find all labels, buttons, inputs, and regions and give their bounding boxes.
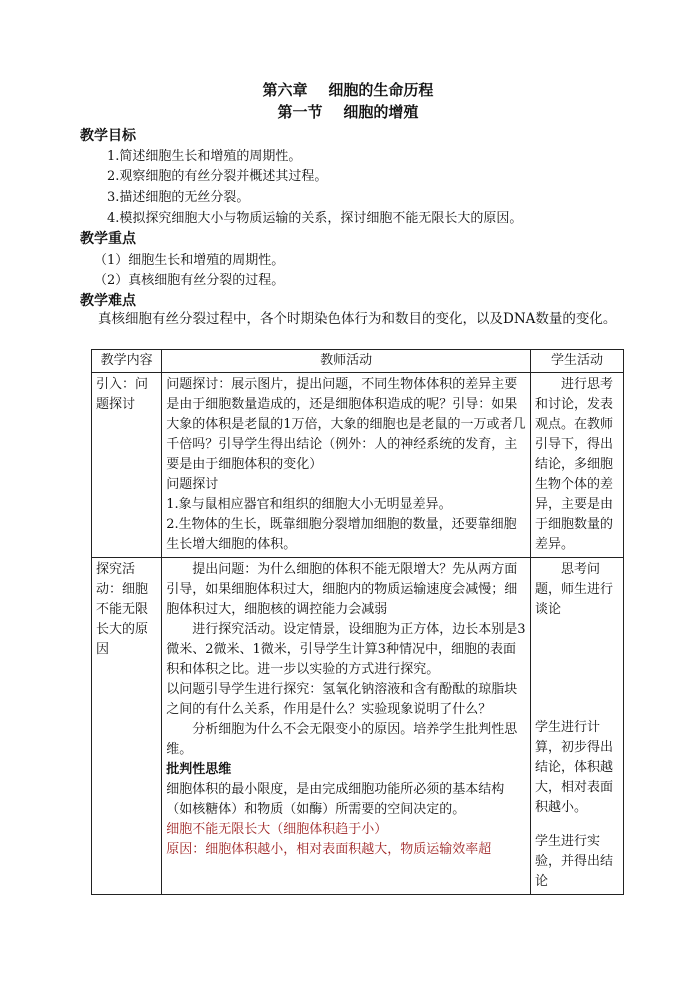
- section-title: 第一节 细胞的增殖: [277, 103, 419, 121]
- teacher-text: 2.生物体的生长，既靠细胞分裂增加细胞的数量，还要靠细胞生长增大细胞的体积。: [166, 517, 517, 552]
- content-cell: [92, 373, 162, 558]
- conclusion-text: 细胞不能无限长大（细胞体积趋于小）: [166, 822, 388, 837]
- chapter-title: 第六章 细胞的生命历程: [262, 81, 434, 99]
- teacher-cell: [162, 373, 531, 558]
- student-text: 学生进行计算，初步得出结论，体积越大，相对表面积越小。: [535, 720, 614, 815]
- teacher-text: 进行探究活动。设定情景，设细胞为正方体，边长本别是3微米、2微米、1微米，引导学生计算3种情况中，细胞的表面积和体积之比。进一步以实验的方式进行探究。: [166, 622, 526, 677]
- key-point-item: （2）真核细胞有丝分裂的过程。: [94, 273, 285, 288]
- objectives-heading: 教学目标: [80, 128, 136, 144]
- teacher-text: 问题探讨: [166, 477, 219, 492]
- table-row: [92, 558, 624, 895]
- teacher-text: 1.象与鼠相应器官和组织的细胞大小无明显差异。: [166, 497, 452, 512]
- objective-item: 1.简述细胞生长和增殖的周期性。: [107, 149, 302, 164]
- difficulties-heading: 教学难点: [80, 293, 136, 309]
- critical-thinking-heading: 批判性思维: [166, 762, 232, 777]
- table-row: [92, 373, 624, 558]
- student-cell: [531, 373, 624, 558]
- key-point-item: （1）细胞生长和增殖的周期性。: [94, 253, 285, 268]
- teacher-text: 细胞体积的最小限度，是由完成细胞功能所必须的基本结构（如核糖体）和物质（如酶）所需要的空间决定的。: [166, 782, 505, 817]
- student-text: 思考问题，师生进行谈论: [535, 562, 614, 617]
- header-teacher: 教师活动: [162, 350, 531, 373]
- table-header-row: [92, 350, 624, 373]
- teacher-cell: [162, 558, 531, 895]
- lesson-table: [91, 349, 624, 895]
- objective-item: 2.观察细胞的有丝分裂并概述其过程。: [107, 169, 328, 184]
- header-content: 教学内容: [92, 350, 162, 373]
- content-cell: [92, 558, 162, 895]
- difficulties-text: 真核细胞有丝分裂过程中，各个时期染色体行为和数目的变化，以及DNA数量的变化。: [98, 311, 617, 327]
- header-student: 学生活动: [531, 350, 624, 373]
- student-cell: [531, 558, 624, 895]
- key-points-heading: 教学重点: [80, 231, 136, 247]
- objective-item: 4.模拟探究细胞大小与物质运输的关系，探讨细胞不能无限长大的原因。: [107, 211, 523, 226]
- content-text: 探究活动：细胞不能无限长大的原因: [96, 562, 149, 657]
- reason-text: 原因：细胞体积越小，相对表面积越大，物质运输效率超: [166, 842, 492, 857]
- teacher-text: 提出问题：为什么细胞的体积不能无限增大？先从两方面引导，如果细胞体积过大，细胞内的物质运输速度会减慢；细胞体积过大，细胞核的调控能力会减弱: [166, 562, 518, 617]
- content-text: 引入：问题探讨: [96, 377, 149, 412]
- teacher-text: 以问题引导学生进行探究：氢氧化钠溶液和含有酚酞的琼脂块之间的有什么关系，作用是什么？实验现象说明了什么？: [166, 682, 518, 717]
- student-text: 进行思考和讨论，发表观点。在教师引导下，得出结论，多细胞生物个体的差异，主要是由于细胞数量的差异。: [535, 377, 614, 552]
- objective-item: 3.描述细胞的无丝分裂。: [107, 190, 250, 205]
- student-text: 学生进行实验，并得出结论: [535, 834, 614, 889]
- teacher-text: 分析细胞为什么不会无限变小的原因。培养学生批判性思维。: [166, 722, 518, 757]
- teacher-text: 问题探讨：展示图片，提出问题，不同生物体体积的差异主要是由于细胞数量造成的，还是细胞体积造成的呢？引导：如果大象的体积是老鼠的1万倍，大象的细胞也是老鼠的一万或者几千倍吗？引导学生得出结论（例外：人的神经系统的发育，主要是由于细胞体积的变化）: [166, 377, 526, 472]
